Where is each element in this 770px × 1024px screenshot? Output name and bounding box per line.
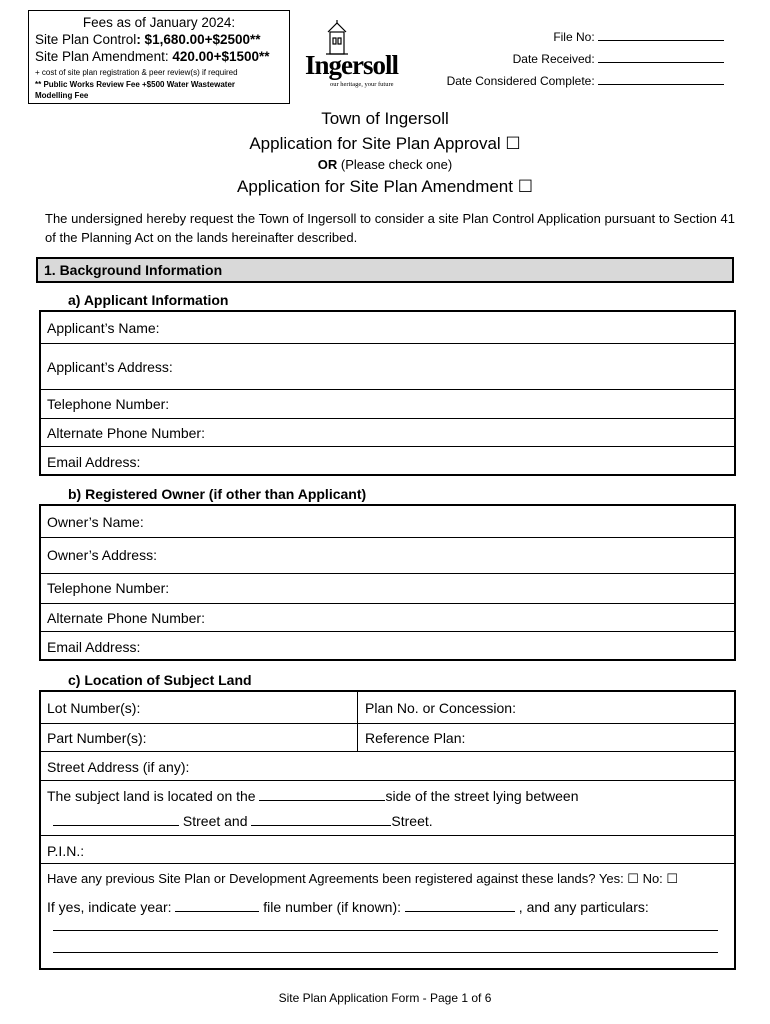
lot-plan-row [41, 692, 734, 723]
section-background-information: 1. Background Information [36, 257, 734, 283]
intro-paragraph: The undersigned hereby request the Town of Ingersoll to consider a site Plan Control Application pursuant to Section 41 of the Planning Act on the lands hereinafter described. [45, 211, 735, 245]
location-heading: c) Location of Subject Land [68, 672, 252, 688]
owner-alt-phone-field[interactable]: Alternate Phone Number: [41, 603, 734, 632]
applicant-name-field[interactable]: Applicant’s Name: [47, 320, 160, 336]
date-complete-field[interactable]: Date Considered Complete: [447, 73, 724, 88]
applicant-address-field[interactable]: Applicant’s Address: [41, 343, 734, 390]
applicant-info-heading: a) Applicant Information [68, 292, 229, 308]
ingersoll-logo [300, 20, 400, 92]
file-no-field[interactable]: File No: [553, 29, 724, 44]
plan-no-field[interactable]: Plan No. or Concession: [365, 700, 516, 716]
check-one-note: OR (Please check one) [317, 157, 453, 172]
applicant-telephone-field[interactable]: Telephone Number: [41, 389, 734, 419]
approval-checkbox[interactable]: Application for Site Plan Approval ☐ [249, 134, 521, 153]
fee-site-plan-control: Site Plan Control: $1,680.00+$2500** [35, 32, 261, 47]
street-location-field[interactable]: The subject land is located on the side of the street lying between Street and Street. [41, 780, 734, 836]
column-divider [357, 692, 358, 751]
owner-heading: b) Registered Owner (if other than Applicant) [68, 486, 367, 502]
previous-agreements-field[interactable]: Have any previous Site Plan or Development Agreements been registered against these lands? Yes: ☐ No: ☐ If yes, indicate year: file number (if known): , and any particulars: [41, 863, 734, 969]
applicant-table [39, 310, 736, 476]
location-table [39, 690, 736, 970]
pin-field[interactable]: P.I.N.: [41, 835, 734, 864]
previous-agreements-question[interactable]: Have any previous Site Plan or Development Agreements been registered against these lands? Yes: ☐ No: ☐ [47, 871, 679, 886]
amendment-checkbox[interactable]: Application for Site Plan Amendment ☐ [237, 177, 533, 196]
owner-telephone-field[interactable]: Telephone Number: [41, 573, 734, 604]
owner-address-field[interactable]: Owner’s Address: [41, 537, 734, 574]
part-number-field[interactable]: Part Number(s): [47, 730, 147, 746]
particulars-line-1[interactable] [53, 930, 718, 931]
fee-box [28, 10, 290, 104]
fee-note-registration: + cost of site plan registration & peer review(s) if required [35, 68, 238, 77]
date-received-field[interactable]: Date Received: [513, 51, 724, 66]
lot-number-field[interactable]: Lot Number(s): [47, 700, 141, 716]
fee-note-modelling: Modelling Fee [35, 91, 89, 100]
logo-tagline: our heritage, your future [330, 81, 394, 88]
owner-email-field[interactable]: Email Address: [41, 631, 734, 660]
owner-name-field[interactable]: Owner’s Name: [47, 514, 144, 530]
particulars-line-2[interactable] [53, 952, 718, 953]
fee-site-plan-amendment: Site Plan Amendment: 420.00+$1500** [35, 49, 270, 64]
reference-plan-field[interactable]: Reference Plan: [365, 730, 466, 746]
fee-note-public-works: ** Public Works Review Fee +$500 Water Wastewater [35, 80, 236, 89]
town-heading: Town of Ingersoll [321, 109, 449, 128]
street-address-field[interactable]: Street Address (if any): [41, 751, 734, 781]
applicant-email-field[interactable]: Email Address: [41, 446, 734, 475]
owner-table [39, 504, 736, 661]
fee-heading: Fees as of January 2024: [82, 15, 236, 30]
part-ref-row [41, 723, 734, 752]
logo-wordmark: Ingersoll [305, 50, 399, 80]
page-footer: Site Plan Application Form - Page 1 of 6 [278, 991, 492, 1005]
applicant-alt-phone-field[interactable]: Alternate Phone Number: [41, 418, 734, 447]
